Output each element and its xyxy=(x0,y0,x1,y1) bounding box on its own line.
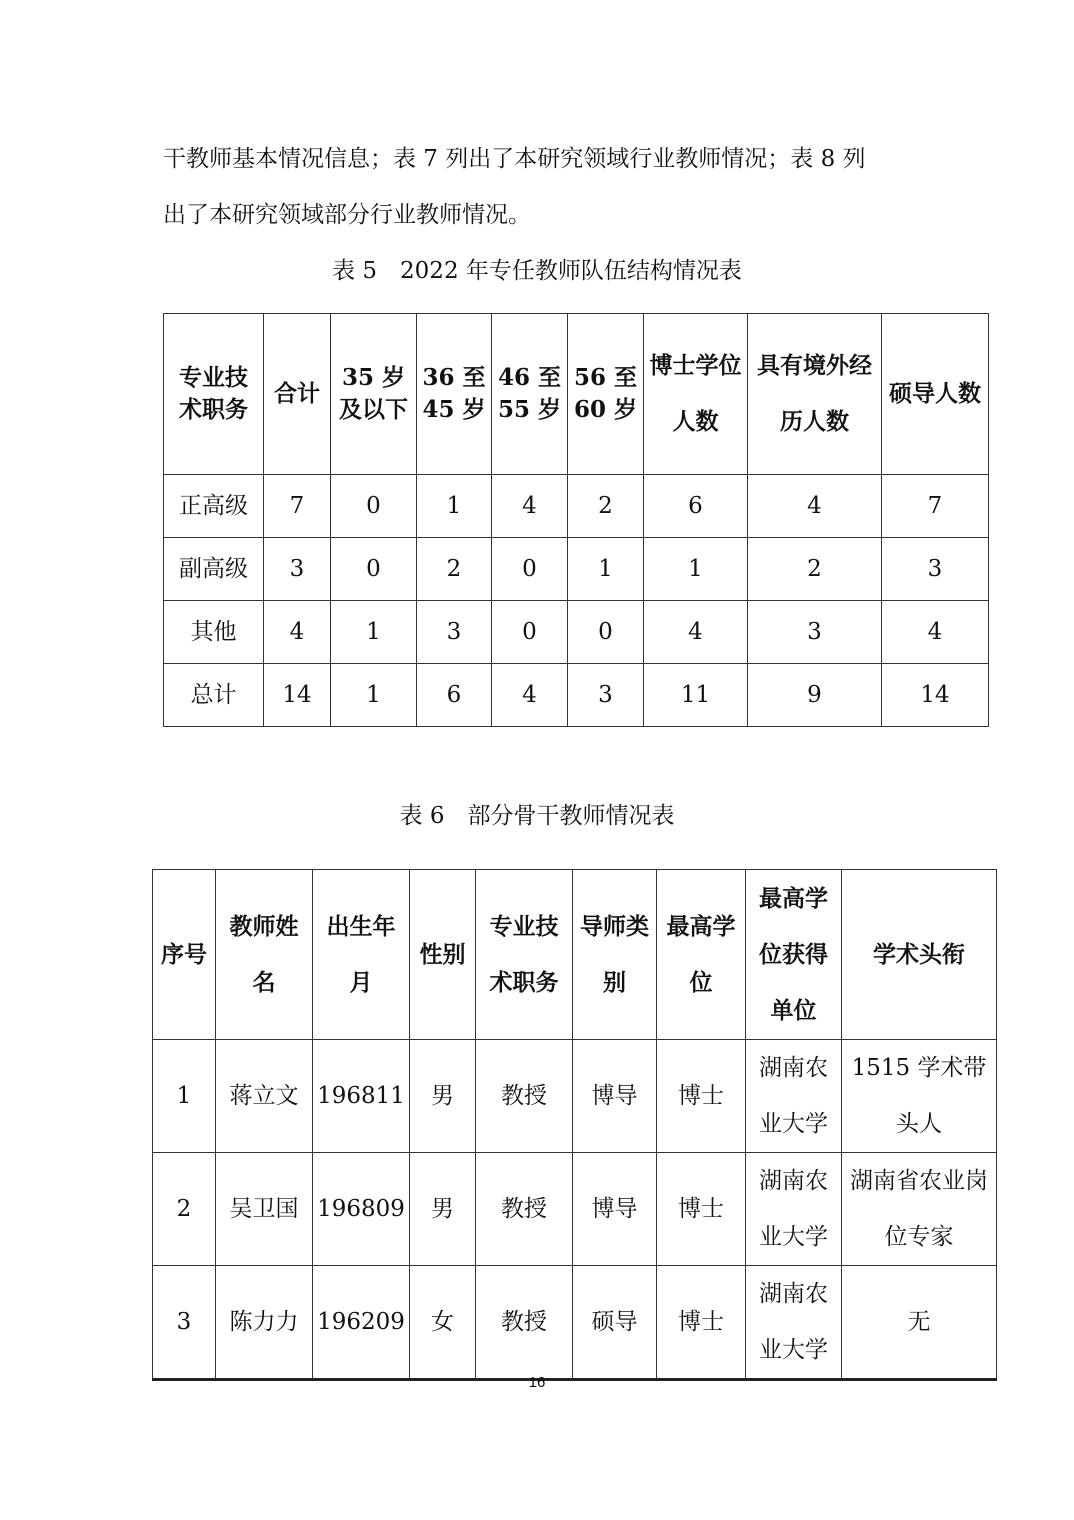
table-row xyxy=(164,538,989,601)
table5-cell: 4 xyxy=(644,601,748,664)
table5-cell: 1 xyxy=(568,538,644,601)
table5-cell: 6 xyxy=(417,664,492,727)
table-row xyxy=(153,1040,997,1153)
table6-cell: 男 xyxy=(410,1153,476,1266)
table6-header-cell: 序号 xyxy=(153,870,216,1040)
table6-cell: 2 xyxy=(153,1153,216,1266)
table5-header-cell: 56 至60 岁 xyxy=(568,314,644,475)
table6-cell: 196811 xyxy=(313,1040,410,1153)
table5-header-row xyxy=(164,314,989,475)
table6-cell: 无 xyxy=(842,1266,997,1380)
page-number: 16 xyxy=(528,1374,546,1391)
table6-cell: 3 xyxy=(153,1266,216,1380)
table5-cell: 3 xyxy=(264,538,331,601)
table5-cell: 0 xyxy=(568,601,644,664)
table6-header-cell: 最高学位获得单位 xyxy=(746,870,842,1040)
table5-cell: 0 xyxy=(331,538,417,601)
table6-cell: 教授 xyxy=(476,1266,573,1380)
table5 xyxy=(163,313,989,727)
table5-cell: 4 xyxy=(264,601,331,664)
table6-cell: 博士 xyxy=(657,1153,746,1266)
table-row xyxy=(164,664,989,727)
table-row xyxy=(153,1153,997,1266)
table5-cell: 2 xyxy=(417,538,492,601)
table5-cell: 2 xyxy=(748,538,882,601)
table-row xyxy=(164,601,989,664)
table6-header-cell: 教师姓名 xyxy=(216,870,313,1040)
table6-cell: 196809 xyxy=(313,1153,410,1266)
table5-cell: 11 xyxy=(644,664,748,727)
table-row xyxy=(153,1266,997,1380)
paragraph-line-2: 出了本研究领域部分行业教师情况。 xyxy=(163,202,531,228)
table5-cell: 0 xyxy=(331,475,417,538)
table5-caption: 表 5 2022 年专任教师队伍结构情况表 xyxy=(332,258,742,284)
table6-cell: 1515 学术带头人 xyxy=(842,1040,997,1153)
table5-cell: 4 xyxy=(882,601,989,664)
table6-header-cell: 出生年月 xyxy=(313,870,410,1040)
table5-header-cell: 36 至45 岁 xyxy=(417,314,492,475)
table6-cell: 湖南省农业岗位专家 xyxy=(842,1153,997,1266)
table5-header-cell: 硕导人数 xyxy=(882,314,989,475)
table5-header-cell: 35 岁及以下 xyxy=(331,314,417,475)
table6-header-cell: 学术头衔 xyxy=(842,870,997,1040)
table6-cell: 教授 xyxy=(476,1153,573,1266)
paragraph-line-1: 干教师基本情况信息；表 7 列出了本研究领域行业教师情况；表 8 列 xyxy=(163,146,866,172)
table5-cell: 7 xyxy=(882,475,989,538)
table5-cell: 9 xyxy=(748,664,882,727)
table6-cell: 教授 xyxy=(476,1040,573,1153)
table5-header-cell: 合计 xyxy=(264,314,331,475)
table6-cell: 1 xyxy=(153,1040,216,1153)
table5-cell: 4 xyxy=(492,475,568,538)
table5-cell: 14 xyxy=(882,664,989,727)
table5-header-cell: 博士学位人数 xyxy=(644,314,748,475)
table6-cell: 女 xyxy=(410,1266,476,1380)
table6-cell: 蒋立文 xyxy=(216,1040,313,1153)
table6-header-cell: 性别 xyxy=(410,870,476,1040)
table5-cell: 1 xyxy=(331,664,417,727)
table6-cell: 博士 xyxy=(657,1040,746,1153)
table5-header-cell: 46 至55 岁 xyxy=(492,314,568,475)
table6-cell: 博导 xyxy=(573,1040,657,1153)
table6-cell: 博士 xyxy=(657,1266,746,1380)
table5-cell: 其他 xyxy=(164,601,264,664)
table-row xyxy=(164,475,989,538)
table5-cell: 0 xyxy=(492,601,568,664)
table5-header-cell: 专业技术职务 xyxy=(164,314,264,475)
table5-cell: 1 xyxy=(644,538,748,601)
table6-cell: 吴卫国 xyxy=(216,1153,313,1266)
table5-cell: 副高级 xyxy=(164,538,264,601)
table6-cell: 196209 xyxy=(313,1266,410,1380)
table6-cell: 博导 xyxy=(573,1153,657,1266)
table5-cell: 4 xyxy=(492,664,568,727)
table5-cell: 2 xyxy=(568,475,644,538)
table5-cell: 6 xyxy=(644,475,748,538)
table5-cell: 14 xyxy=(264,664,331,727)
table6-cell: 陈力力 xyxy=(216,1266,313,1380)
table5-cell: 3 xyxy=(417,601,492,664)
table6-cell: 湖南农业大学 xyxy=(746,1040,842,1153)
table5-cell: 总计 xyxy=(164,664,264,727)
table6-cell: 湖南农业大学 xyxy=(746,1153,842,1266)
table5-cell: 正高级 xyxy=(164,475,264,538)
table5-cell: 3 xyxy=(882,538,989,601)
table6-cell: 湖南农业大学 xyxy=(746,1266,842,1380)
table6-caption: 表 6 部分骨干教师情况表 xyxy=(399,803,675,829)
table6-header-row xyxy=(153,870,997,1040)
table6-cell: 硕导 xyxy=(573,1266,657,1380)
table5-cell: 3 xyxy=(748,601,882,664)
table5-cell: 1 xyxy=(331,601,417,664)
table6-cell: 男 xyxy=(410,1040,476,1153)
table5-header-cell: 具有境外经历人数 xyxy=(748,314,882,475)
table5-cell: 0 xyxy=(492,538,568,601)
table6-header-cell: 专业技术职务 xyxy=(476,870,573,1040)
table6 xyxy=(152,869,997,1381)
table5-cell: 7 xyxy=(264,475,331,538)
table5-cell: 1 xyxy=(417,475,492,538)
table6-header-cell: 导师类别 xyxy=(573,870,657,1040)
table5-cell: 4 xyxy=(748,475,882,538)
table5-cell: 3 xyxy=(568,664,644,727)
table6-header-cell: 最高学位 xyxy=(657,870,746,1040)
